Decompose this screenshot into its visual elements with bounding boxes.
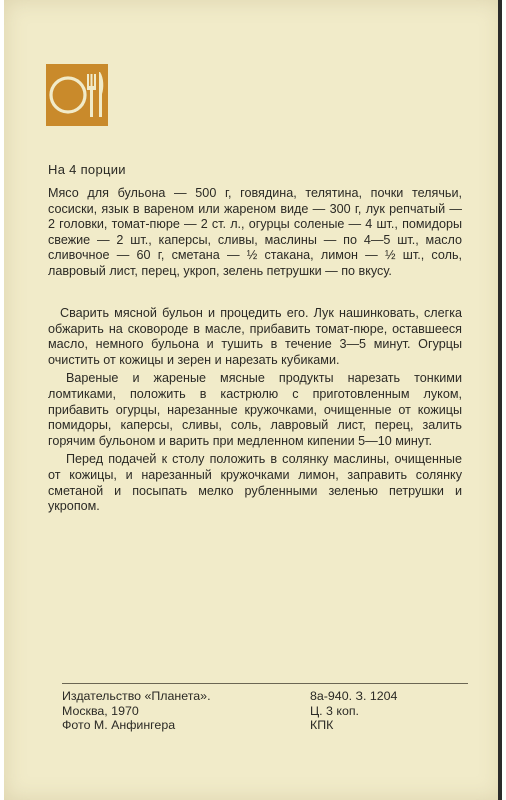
colophon-print-info: [310, 689, 397, 733]
price: Ц. 3 коп.: [310, 703, 359, 718]
city-year: Москва, 1970: [62, 703, 139, 718]
recipe-steps: [48, 306, 462, 518]
print-code: 8а-940. З. 1204: [310, 689, 398, 703]
recipe-card: [4, 0, 502, 800]
step-paragraph: Сварить мясной бульон и процедить его. Лук нашинковать, слегка обжарить на сковороде в масле, прибавить томат-пюре, оставшееся масло, немного бульона и тушить в течение 3—5 минут. Огурцы очистить от кожицы и зерен и нарезать кубиками.: [48, 306, 462, 367]
colophon-publisher: [62, 689, 211, 733]
step-paragraph: Перед подачей к столу положить в солянку маслины, очищенные от кожицы, и нарезанный кружочками лимон, заправить солянку сметаной и посыпать мелко рубленными зеленью петрушки и укропом.: [48, 452, 462, 514]
card-edge-shadow: [498, 0, 502, 800]
step-paragraph: Вареные и жареные мясные продукты нарезать тонкими ломтиками, положить в кастрюлю с приготовленным луком, прибавить огурцы, нарезанные кружочками, очищенные от кожицы помидоры, каперсы, сливы, соль, лавровый лист, перец, залить горячим бульоном и варить при медленном кипении 5—10 минут.: [48, 371, 462, 448]
plate-fork-knife-icon: [46, 64, 108, 126]
publisher-name: Издательство «Планета».: [62, 689, 211, 703]
kpk-mark: КПК: [310, 718, 334, 733]
ingredients-list: Мясо для бульона — 500 г, говядина, телятина, почки телячьи, сосиски, язык в вареном или жареном виде — 300 г, лук репчатый — 2 головки, томат-пюре — 2 ст. л., огурцы соленые — 4 шт., помидоры свежие — 2 шт., каперсы, сливы, маслины — по 4—5 шт., масло сливочное — 60 г, сметана — ½ стакана, лимон — ½ шт., соль, лавровый лист, перец, укроп, зелень петрушки — по вкусу.: [48, 186, 462, 278]
serving-size: На 4 порции: [48, 162, 126, 177]
colophon-divider: [62, 683, 468, 684]
photo-credit: Фото М. Анфингера: [62, 718, 176, 733]
